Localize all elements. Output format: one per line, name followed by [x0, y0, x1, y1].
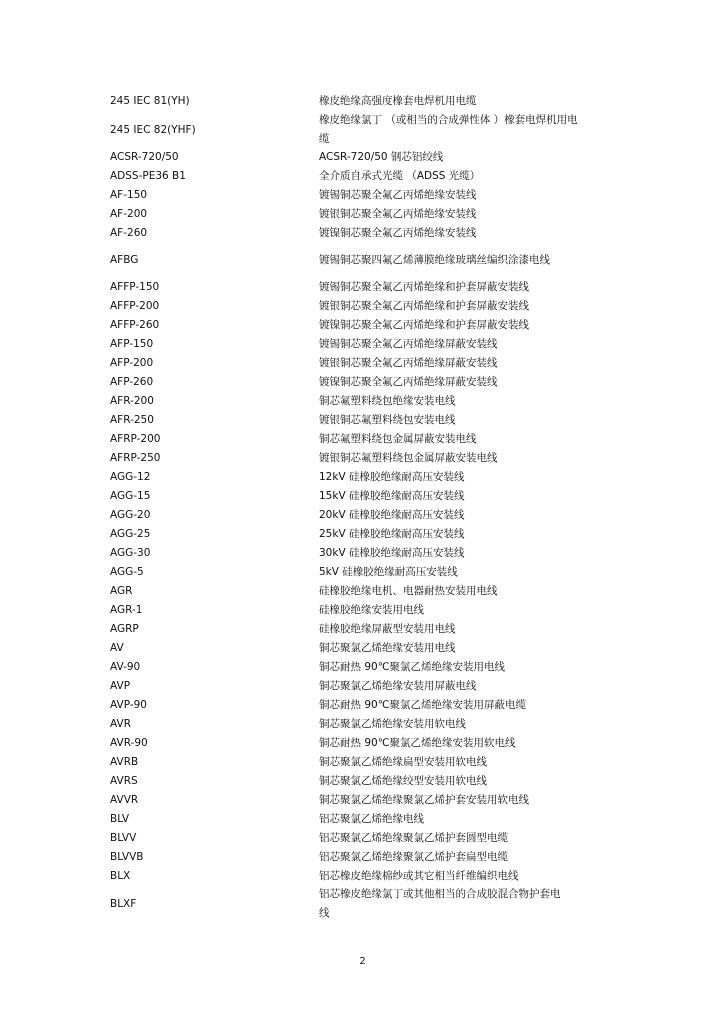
model-code: AGG-5	[110, 566, 144, 578]
model-description: 铜芯聚氯乙烯绝缘扁型安装用软电线	[319, 756, 487, 768]
model-description: 镀锡铜芯聚全氟乙丙烯绝缘安装线	[319, 189, 477, 201]
model-code: AVP	[110, 680, 131, 692]
model-code: AVR-90	[110, 737, 148, 749]
model-description: 铝芯橡皮绝缘氯丁或其他相当的合成胶混合物护套电	[319, 888, 561, 900]
model-code: AGG-15	[110, 490, 151, 502]
model-description: 铝芯聚氯乙烯绝缘聚氯乙烯护套圆型电缆	[319, 832, 508, 844]
model-code: AVR	[110, 718, 131, 730]
model-code: AGRP	[110, 623, 139, 635]
table-row	[0, 563, 725, 582]
table-row	[0, 111, 725, 149]
table-row	[0, 506, 725, 525]
model-description: 铝芯聚氯乙烯绝缘聚氯乙烯护套扁型电缆	[319, 851, 508, 863]
model-description: 线	[319, 907, 330, 919]
model-description: 铜芯聚氯乙烯绝缘绞型安装用软电线	[319, 775, 487, 787]
table-row	[0, 335, 725, 354]
model-code: AFP-200	[110, 357, 154, 369]
model-code: AV	[110, 642, 124, 654]
table-row	[0, 696, 725, 715]
model-description: 铜芯耐热 90℃聚氯乙烯绝缘安装用电线	[319, 661, 505, 673]
model-code: BLV	[110, 813, 130, 825]
model-code: 245 IEC 82(YHF)	[110, 123, 196, 136]
table-row	[0, 829, 725, 848]
table-row	[0, 316, 725, 335]
model-code: AVP-90	[110, 699, 147, 711]
model-code: AFRP-200	[110, 433, 161, 445]
model-code: AV-90	[110, 661, 141, 673]
model-description: 镀镍铜芯聚全氟乙丙烯绝缘屏蔽安装线	[319, 376, 498, 388]
table-row	[0, 810, 725, 829]
model-description: 镀银铜芯氟塑料绕包安装电线	[319, 414, 456, 426]
table-row	[0, 411, 725, 430]
model-code: AF-200	[110, 208, 148, 220]
model-description: 镀锡铜芯聚全氟乙丙烯绝缘屏蔽安装线	[319, 338, 498, 350]
table-row	[0, 224, 725, 243]
model-code: AFP-260	[110, 376, 154, 388]
model-description: 镀银铜芯聚全氟乙丙烯绝缘屏蔽安装线	[319, 357, 498, 369]
model-description: 25kV 硅橡胶绝缘耐高压安装线	[319, 528, 465, 540]
model-code: AGG-30	[110, 547, 151, 559]
model-code: AGG-12	[110, 471, 151, 483]
model-description: 铜芯耐热 90℃聚氯乙烯绝缘安装用软电线	[319, 737, 516, 749]
table-row	[0, 373, 725, 392]
model-code: AFR-200	[110, 395, 154, 407]
model-description: 铜芯耐热 90℃聚氯乙烯绝缘安装用屏蔽电缆	[319, 699, 526, 711]
model-code: AF-150	[110, 189, 148, 201]
table-row	[0, 601, 725, 620]
table-row	[0, 449, 725, 468]
model-code: AFFP-200	[110, 300, 160, 312]
model-description: 镀锡铜芯聚四氟乙烯薄膜绝缘玻璃丝编织涂漆电线	[319, 254, 550, 266]
table-row	[0, 658, 725, 677]
model-code: 245 IEC 81(YH)	[110, 95, 190, 107]
table-row	[0, 392, 725, 411]
model-code: AFP-150	[110, 338, 154, 350]
model-description: 15kV 硅橡胶绝缘耐高压安装线	[319, 490, 465, 502]
page-number: 2	[359, 956, 366, 967]
table-row	[0, 251, 725, 270]
table-row	[0, 544, 725, 563]
table-row	[0, 885, 725, 923]
model-description: 30kV 硅橡胶绝缘耐高压安装线	[319, 547, 465, 559]
table-row	[0, 620, 725, 639]
table-row	[0, 734, 725, 753]
model-code: AGG-20	[110, 509, 151, 521]
table-row	[0, 148, 725, 167]
model-code: AGR-1	[110, 604, 143, 616]
model-description: 镀镍铜芯聚全氟乙丙烯绝缘安装线	[319, 227, 477, 239]
model-description: 铜芯聚氯乙烯绝缘聚氯乙烯护套安装用软电线	[319, 794, 529, 806]
model-description: 5kV 硅橡胶绝缘耐高压安装线	[319, 566, 458, 578]
model-description: 镀银铜芯聚全氟乙丙烯绝缘安装线	[319, 208, 477, 220]
model-description: 铜芯聚氯乙烯绝缘安装用电线	[319, 642, 456, 654]
model-code: AFBG	[110, 254, 139, 266]
table-row	[0, 278, 725, 297]
model-description: 铜芯氟塑料绕包绝缘安装电线	[319, 395, 456, 407]
table-row	[0, 791, 725, 810]
table-row	[0, 715, 725, 734]
table-row	[0, 772, 725, 791]
model-code: ACSR-720/50	[110, 151, 179, 163]
model-description: 硅橡胶绝缘电机、电器耐热安装用电线	[319, 585, 498, 597]
table-row	[0, 639, 725, 658]
model-description: 铝芯橡皮绝缘棉纱或其它相当纤维编织电线	[319, 870, 519, 882]
table-row	[0, 582, 725, 601]
model-description: 全介质自承式光缆 （ADSS 光缆）	[319, 170, 481, 182]
model-description: 铜芯氟塑料绕包金属屏蔽安装电线	[319, 433, 477, 445]
model-description: 铝芯聚氯乙烯绝缘电线	[319, 813, 424, 825]
model-description: 硅橡胶绝缘屏蔽型安装用电线	[319, 623, 456, 635]
model-code: BLXF	[110, 897, 137, 910]
table-row	[0, 297, 725, 316]
model-code: AFRP-250	[110, 452, 161, 464]
model-code: ADSS-PE36 B1	[110, 170, 186, 182]
model-description: 12kV 硅橡胶绝缘耐高压安装线	[319, 471, 465, 483]
model-code: AVRS	[110, 775, 138, 787]
model-description: ACSR-720/50 钢芯铝绞线	[319, 151, 444, 163]
table-row	[0, 525, 725, 544]
model-description: 镀银铜芯氟塑料绕包金属屏蔽安装电线	[319, 452, 498, 464]
model-code: BLVV	[110, 832, 137, 844]
model-code: AFFP-260	[110, 319, 160, 331]
model-code: AGG-25	[110, 528, 151, 540]
model-description: 镀镍铜芯聚全氟乙丙烯绝缘和护套屏蔽安装线	[319, 319, 529, 331]
table-row	[0, 468, 725, 487]
table-row	[0, 354, 725, 373]
model-description: 铜芯聚氯乙烯绝缘安装用屏蔽电线	[319, 680, 477, 692]
model-description: 橡皮绝缘高强度橡套电焊机用电缆	[319, 95, 477, 107]
model-description: 镀银铜芯聚全氟乙丙烯绝缘和护套屏蔽安装线	[319, 300, 529, 312]
model-code: AVRB	[110, 756, 139, 768]
model-description: 铜芯聚氯乙烯绝缘安装用软电线	[319, 718, 466, 730]
model-code: AFFP-150	[110, 281, 160, 293]
model-description: 20kV 硅橡胶绝缘耐高压安装线	[319, 509, 465, 521]
model-code: AF-260	[110, 227, 148, 239]
model-description: 硅橡胶绝缘安装用电线	[319, 604, 424, 616]
table-row	[0, 487, 725, 506]
table-row	[0, 167, 725, 186]
table-row	[0, 205, 725, 224]
model-description: 橡皮绝缘氯丁 （或相当的合成弹性体 ）橡套电焊机用电	[319, 114, 578, 126]
table-row	[0, 430, 725, 449]
table-row	[0, 677, 725, 696]
model-description: 镀锡铜芯聚全氟乙丙烯绝缘和护套屏蔽安装线	[319, 281, 529, 293]
model-code: BLVVB	[110, 851, 144, 863]
model-description: 缆	[319, 133, 330, 145]
model-code: BLX	[110, 870, 131, 882]
table-row	[0, 186, 725, 205]
table-row	[0, 848, 725, 867]
table-row	[0, 92, 725, 111]
model-code: AVVR	[110, 794, 139, 806]
model-code: AGR	[110, 585, 133, 597]
model-code: AFR-250	[110, 414, 154, 426]
table-row	[0, 867, 725, 886]
table-row	[0, 753, 725, 772]
